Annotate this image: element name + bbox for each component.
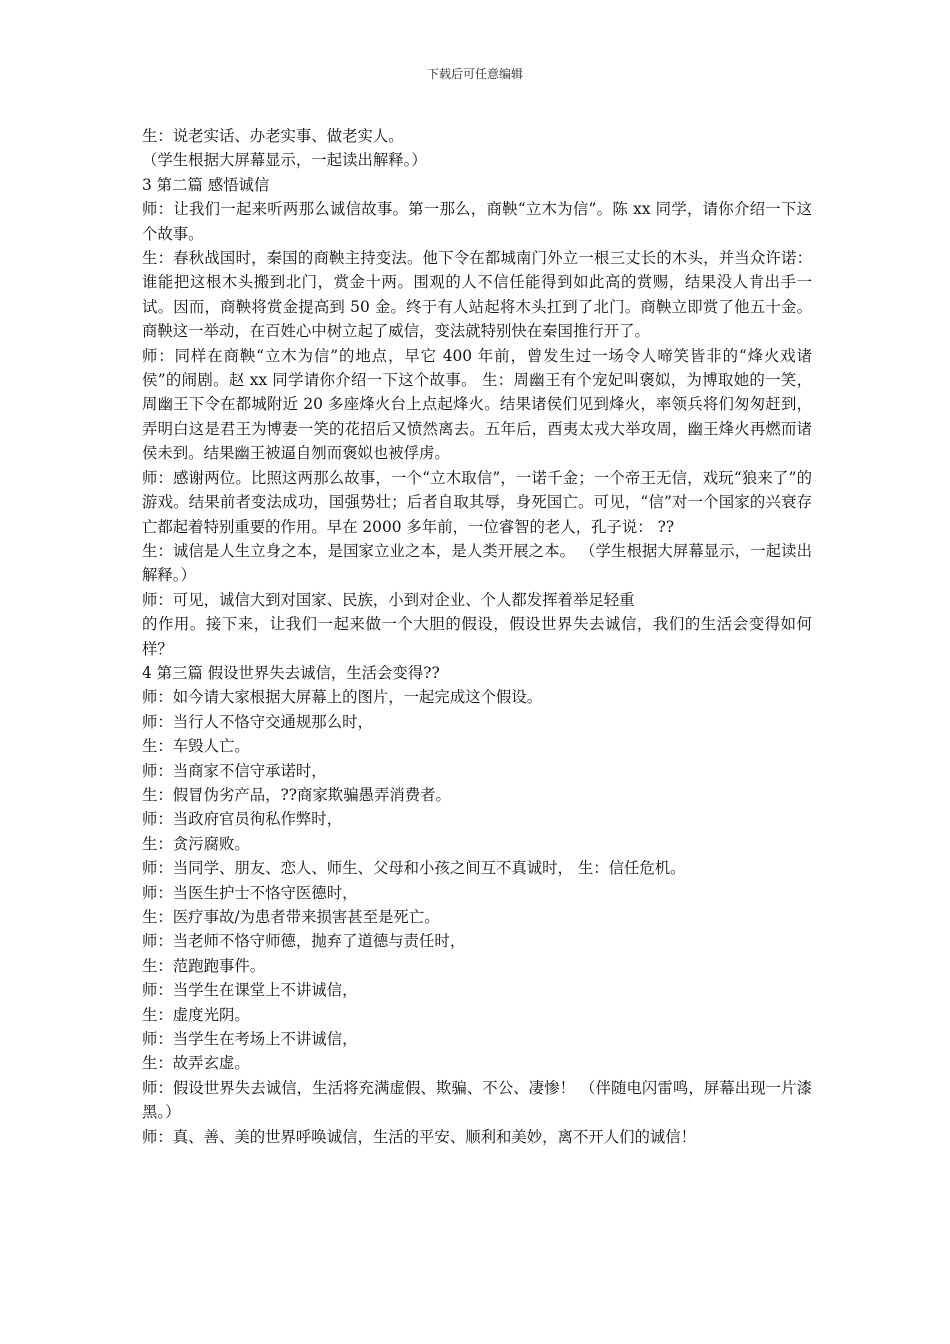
paragraph: 生：车毁人亡。 bbox=[142, 737, 250, 756]
paragraph: 师：当学生在考场上不讲诚信， bbox=[142, 1030, 358, 1049]
paragraph: 生：范跑跑事件。 bbox=[142, 956, 266, 975]
paragraph: 生：故弄玄虚。 bbox=[142, 1054, 250, 1073]
paragraph: 生：说老实话、办老实事、做老实人。 bbox=[142, 127, 404, 145]
page-header: 下载后可任意编辑 bbox=[426, 67, 523, 81]
paragraph: 生：假冒伪劣产品，??商家欺骗愚弄消费者。 bbox=[142, 785, 451, 804]
paragraph: 师：当老师不恪守师德，抛弃了道德与责任时， bbox=[142, 932, 466, 951]
paragraph: 师：假设世界失去诚信，生活将充满虚假、欺骗、不公、凄惨！ （伴随电闪雷鸣，屏幕出现一片漆黑。） bbox=[142, 1078, 812, 1122]
section-heading: 4 第三篇 假设世界失去诚信，生活会变得?? bbox=[142, 663, 440, 682]
paragraph: 师：感谢两位。比照这两那么故事，一个“立木取信”，一诺千金；一个帝王无信，戏玩“狼来了”的游戏。结果前者变法成功，国强势壮；后者自取其辱，身死国亡。可见，“信”对一个国家的兴衰存亡都起着特别重要的作用。早在 2000 多年前，一位睿智的老人，孔子说： ?? bbox=[142, 468, 812, 536]
paragraph: 师：当同学、朋友、恋人、师生、父母和小孩之间互不真诚时， 生：信任危机。 bbox=[142, 859, 686, 878]
paragraph: 生：虚度光阴。 bbox=[142, 1005, 250, 1024]
paragraph: 师：同样在商鞅“立木为信”的地点，早它 400 年前，曾发生过一场令人啼笑皆非的“烽火戏诸侯”的闹剧。赵 xx 同学请你介绍一下这个故事。 生：周幽王有个宠妃叫褒姒，为博取她的一笑，周幽王下令在都城附近 20 多座烽火台上点起烽火。结果诸侯们见到烽火，率领兵将们匆匆赶到，弄明白这是君王为博妻一笑的花招后又愤然离去。五年后，酉夷太戎大举攻周，幽王烽火再燃而诸侯未到。结果幽王被逼自刎而褒姒也被俘虏。 bbox=[142, 346, 812, 463]
paragraph: 的作用。接下来，让我们一起来做一个大胆的假设，假设世界失去诚信，我们的生活会变得如何样？ bbox=[142, 615, 812, 658]
paragraph: 师：让我们一起来听两那么诚信故事。第一那么，商鞅“立木为信”。陈 xx 同学，请你介绍一下这个故事。 bbox=[142, 200, 812, 243]
paragraph: 师：当政府官员徇私作弊时， bbox=[142, 810, 343, 829]
paragraph: 师：当商家不信守承诺时， bbox=[142, 761, 327, 780]
paragraph: 生：医疗事故/为患者带来损害甚至是死亡。 bbox=[142, 908, 440, 926]
paragraph: 师：可见，诚信大到对国家、民族，小到对企业、个人都发挥着举足轻重 bbox=[142, 590, 635, 609]
paragraph: 师：当医生护士不恪守医德时， bbox=[142, 883, 358, 902]
document-body bbox=[142, 124, 812, 1149]
paragraph: 生：贪污腐败。 bbox=[142, 834, 250, 853]
paragraph: 师：当行人不恪守交通规那么时， bbox=[142, 712, 373, 731]
paragraph: 师：当学生在课堂上不讲诚信， bbox=[142, 981, 358, 1000]
paragraph: （学生根据大屏幕显示，一起读出解释。） bbox=[142, 151, 427, 170]
paragraph: 生：春秋战国时，秦国的商鞅主持变法。他下令在都城南门外立一根三丈长的木头，并当众许诺：谁能把这根木头搬到北门，赏金十两。围观的人不信任能得到如此高的赏赐，结果没人肯出手一试。因而，商鞅将赏金提高到 50 金。终于有人站起将木头扛到了北门。商鞅立即赏了他五十金。商鞅这一举动，在百姓心中树立起了威信，变法就特别快在秦国推行开了。 bbox=[142, 249, 812, 341]
paragraph: 师：如今请大家根据大屏幕上的图片，一起完成这个假设。 bbox=[142, 688, 543, 707]
section-heading: 3 第二篇 感悟诚信 bbox=[142, 175, 270, 194]
paragraph: 师：真、善、美的世界呼唤诚信，生活的平安、顺利和美妙，离不开人们的诚信！ bbox=[142, 1127, 697, 1146]
paragraph: 生：诚信是人生立身之本，是国家立业之本，是人类开展之本。 （学生根据大屏幕显示，一起读出解释。） bbox=[142, 541, 812, 585]
